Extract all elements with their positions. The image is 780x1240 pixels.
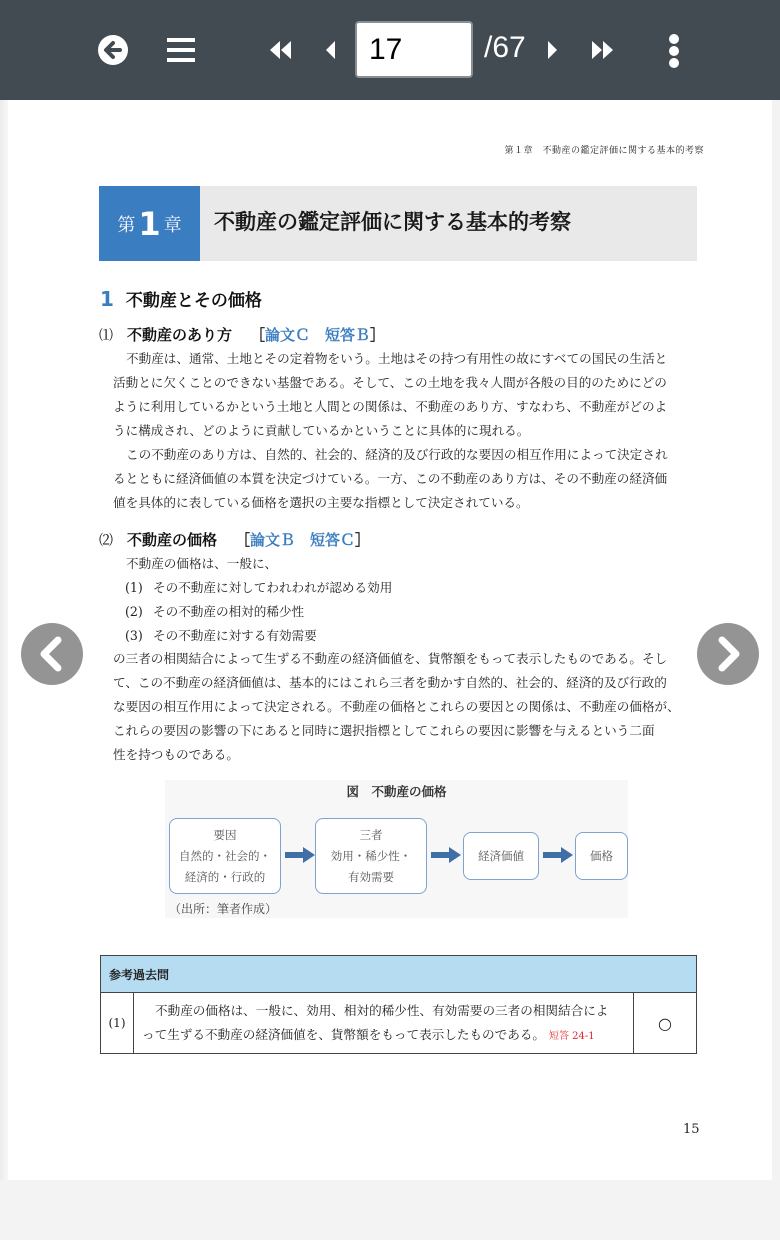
exam-tag: 短答 24-1 (549, 1031, 595, 1042)
question-index: (1) (101, 993, 134, 1054)
bracket-close: ］ (355, 531, 371, 549)
arrow-right-icon (543, 847, 573, 863)
chevron-left-circle-icon (21, 623, 83, 685)
chevron-right-circle-icon (697, 623, 759, 685)
page-shadow (0, 100, 8, 1180)
table-row (101, 993, 697, 1054)
figure-box-three-elements (315, 818, 427, 894)
first-page-button[interactable] (266, 38, 296, 62)
figure-box-economic-value (463, 832, 539, 880)
box-line: 有効需要 (348, 869, 394, 884)
text-line: 活動とに欠くことのできない基盤である。そして、この土地を我々人間が各般の目的のためにどの (113, 375, 667, 390)
text-line: な要因の相互作用によって決定される。不動産の価格とこれらの要因との関係は、不動産の価格が、 (113, 699, 680, 714)
bracket-open: ［ (250, 326, 266, 344)
list-number: (3) (125, 628, 143, 643)
text-line: 不動産の価格は、一般に、効用、相対的稀少性、有効需要の三者の相関結合によ (155, 1003, 609, 1018)
page-number: 15 (683, 1122, 700, 1137)
subsection-number: ⑴ (99, 328, 113, 344)
box-line: 経済価値 (478, 848, 524, 863)
next-page-button[interactable] (543, 38, 563, 62)
subsection-title: 不動産の価格 (127, 531, 218, 549)
viewer-toolbar (0, 0, 780, 100)
prev-page-button[interactable] (320, 38, 340, 62)
figure-box-price (575, 832, 628, 880)
text-line: 不動産の価格は、一般に、 (126, 556, 278, 571)
list-item (125, 624, 392, 648)
subsection-1-body (113, 347, 703, 515)
subsection-2-intro (113, 552, 703, 576)
text-line: るとともに経済価値の本質を決定づけている。一方、この不動産のあり方は、その不動産の経済価 (113, 471, 668, 486)
chapter-number: 1 (138, 204, 161, 243)
section-number: 1 (100, 287, 114, 311)
text-line: 値を具体的に表している価格を選択の主要な指標として決定されている。 (113, 495, 529, 510)
subsection-heading-2 (99, 529, 370, 550)
vertical-dots-icon (662, 33, 686, 69)
subsection-number: ⑵ (99, 533, 113, 549)
list-number: (2) (125, 604, 143, 619)
reference-table (100, 955, 697, 1054)
chevron-right-icon (543, 38, 563, 62)
text-line: この不動産のあり方は、自然的、社会的、経済的及び行政的な要因の相互作用によって決定され (126, 447, 668, 462)
list-item (125, 576, 392, 600)
question-text (134, 993, 634, 1054)
chapter-suffix: 章 (163, 214, 182, 236)
menu-button[interactable] (165, 36, 197, 64)
arrow-right-icon (431, 847, 461, 863)
chapter-banner (99, 186, 697, 261)
text-line: ように利用しているかという土地と人間との関係は、不動産のあり方、すなわち、不動産がどのよ (113, 399, 668, 414)
list-text: その不動産に対する有効需要 (153, 628, 317, 643)
box-line: 三者 (359, 827, 383, 842)
next-page-arrow[interactable] (697, 623, 759, 685)
list-text: その不動産の相対的稀少性 (153, 604, 305, 619)
back-button[interactable] (96, 33, 130, 67)
double-chevron-right-icon (587, 38, 617, 62)
list-text: その不動産に対してわれわれが認める効用 (153, 580, 393, 595)
list-item (125, 600, 392, 624)
box-line: 経済的・行政的 (184, 869, 266, 884)
running-head: 第１章 不動産の鑑定評価に関する基本的考察 (504, 146, 704, 156)
subsection-rating: 論文Ｃ 短答Ｂ (265, 326, 371, 344)
figure-box-factors (169, 818, 281, 894)
text-line: これらの要因の影響の下にあると同時に選択指標としてこれらの要因に影響を与えるという二面 (113, 723, 655, 738)
box-line: 要因 (213, 827, 237, 842)
chevron-left-icon (320, 38, 340, 62)
box-line: 自然的・社会的・ (179, 848, 271, 863)
reference-header-row (101, 956, 697, 993)
chapter-number-block (99, 186, 200, 261)
subsection-heading-1 (99, 324, 385, 345)
arrow-right-icon (285, 847, 315, 863)
subsection-title: 不動産のあり方 (127, 326, 233, 344)
text-line: って生ずる不動産の経済価値を、貨幣額をもって表示したものである。 (142, 1027, 545, 1042)
figure-title: 図 不動産の価格 (346, 784, 447, 799)
more-button[interactable] (662, 33, 686, 69)
text-line: 不動産は、通常、土地とその定着物をいう。土地はその持つ有用性の故にすべての国民の生活と (126, 351, 668, 366)
box-line: 価格 (590, 848, 613, 863)
box-line: 効用・稀少性・ (330, 848, 412, 863)
text-line: うに構成され、どのように貢献しているかということに具体的に現れる。 (113, 423, 530, 438)
section-title: 不動産とその価格 (125, 291, 262, 311)
factor-list (125, 576, 392, 648)
subsection-2-body (113, 647, 703, 767)
text-line: の三者の相関結合によって生ずる不動産の経済価値を、貨幣額をもって表示したものである。そし (113, 651, 668, 666)
page-number-input[interactable]: 17 (355, 21, 473, 78)
chapter-title: 不動産の鑑定評価に関する基本的考察 (214, 210, 571, 234)
text-line: 性を持つものである。 (113, 747, 239, 762)
page-total: /67 (484, 31, 526, 64)
answer-mark: ○ (634, 993, 697, 1054)
reference-header: 参考過去問 (101, 956, 697, 993)
text-line: て、この不動産の経済価値は、基本的にはこれら三者を動かす自然的、社会的、経済的及び行政的 (113, 675, 667, 690)
double-chevron-left-icon (266, 38, 296, 62)
hamburger-icon (165, 36, 197, 64)
section-heading (100, 286, 262, 311)
chapter-prefix: 第 (117, 214, 136, 236)
subsection-rating: 論文Ｂ 短答Ｃ (250, 531, 356, 549)
arrow-left-circle-icon (96, 33, 130, 67)
list-number: (1) (125, 580, 143, 595)
prev-page-arrow[interactable] (21, 623, 83, 685)
price-figure (165, 780, 628, 918)
bracket-close: ］ (370, 326, 386, 344)
figure-source: （出所：筆者作成） (169, 902, 278, 916)
last-page-button[interactable] (587, 38, 617, 62)
bracket-open: ［ (235, 531, 251, 549)
